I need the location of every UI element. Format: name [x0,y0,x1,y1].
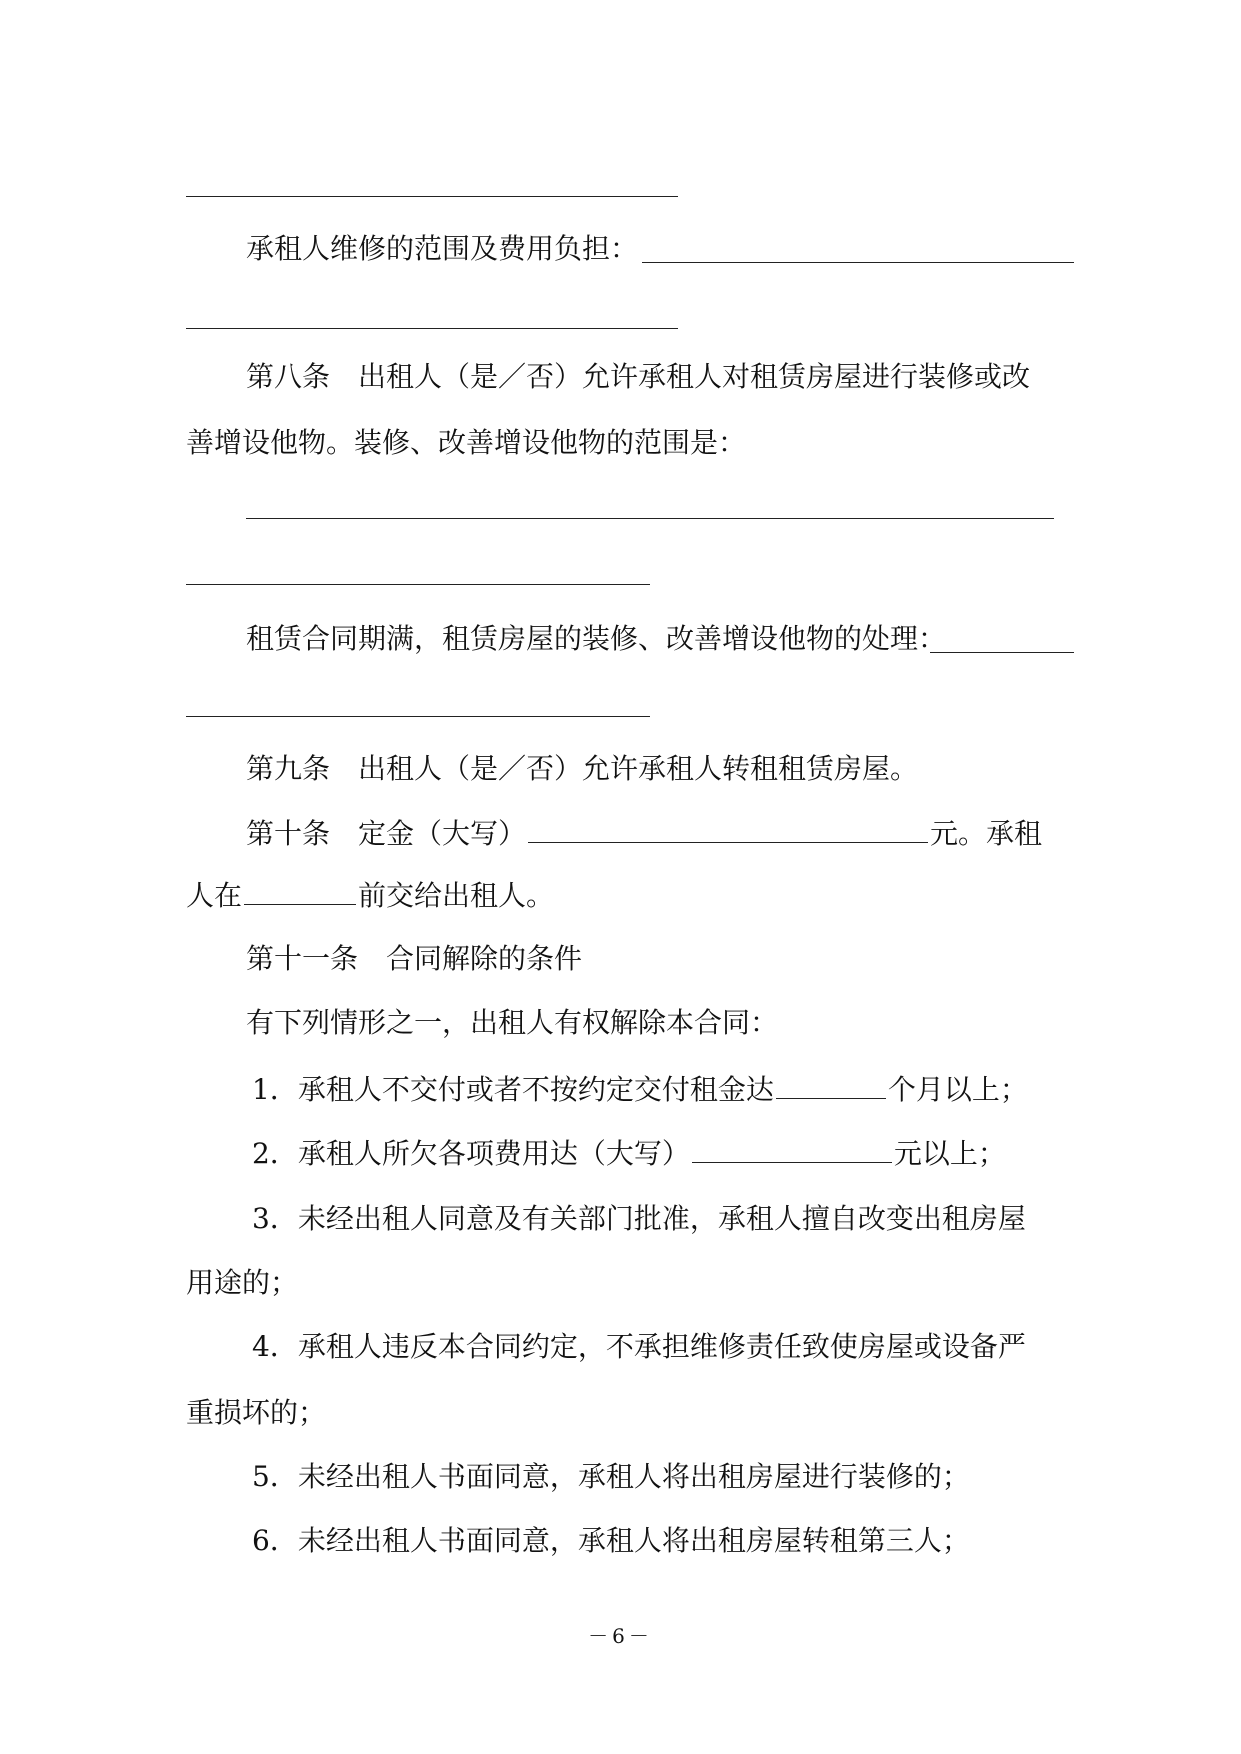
text: 重损坏的； [186,1396,327,1429]
text: 租赁合同期满，租赁房屋的装修、改善增设他物的处理： [246,622,947,655]
blank-line [246,518,1054,519]
text: 4．承租人违反本合同约定，不承担维修责任致使房屋或设备严 [252,1330,1026,1363]
article-9-heading: 第九条 出租人（是／否）允许承租人转租租赁房屋。 [246,752,919,785]
paragraph-line [246,816,1241,851]
text: 元。承租 [930,817,1043,850]
blank-line [186,584,650,585]
paragraph-line [186,1266,1241,1300]
list-item [252,1524,1241,1558]
page-number: －6－ [588,1624,653,1648]
text: 1．承租人不交付或者不按约定交付租金达 [252,1073,774,1106]
blank-line [930,652,1074,653]
blank-field [528,816,928,843]
list-item [252,1072,1241,1107]
blank-line [186,328,678,329]
blank-field [244,878,356,905]
blank-line [186,716,650,717]
article-8-heading: 第八条 出租人（是／否）允许承租人对租赁房屋进行装修或改 [246,360,1031,393]
list-item [252,1136,1241,1171]
text: 6．未经出租人书面同意，承租人将出租房屋转租第三人； [252,1524,970,1557]
paragraph-line [186,1396,1241,1430]
list-item [252,1460,1241,1494]
blank-field [692,1136,892,1163]
text: 用途的； [186,1266,299,1299]
text: 承租人维修的范围及费用负担： [246,232,639,265]
paragraph-line [246,752,1241,786]
blank-line [642,262,1074,263]
blank-line [186,196,678,197]
article-11-heading: 第十一条 合同解除的条件 [246,942,583,975]
text: 元以上； [893,1137,1006,1170]
paragraph-line [246,622,1241,656]
paragraph-line [246,232,1241,266]
list-item [252,1330,1241,1364]
paragraph-line [186,426,1241,460]
blank-field [776,1072,886,1099]
paragraph-line [246,360,1241,394]
text: 有下列情形之一，出租人有权解除本合同： [246,1006,779,1039]
text: 5．未经出租人书面同意，承租人将出租房屋进行装修的； [252,1460,970,1493]
text: 2．承租人所欠各项费用达（大写） [252,1137,690,1170]
text: 人在 [186,879,243,912]
paragraph-line [246,942,1241,976]
article-10-heading: 第十条 定金（大写） [246,817,527,850]
paragraph-line [246,1006,1241,1040]
text: 前交给出租人。 [358,879,555,912]
paragraph-line [186,878,1241,913]
list-item [252,1202,1241,1236]
text: 善增设他物。装修、改善增设他物的范围是： [186,426,747,459]
text: 个月以上； [887,1073,1028,1106]
text: 3．未经出租人同意及有关部门批准，承租人擅自改变出租房屋 [252,1202,1026,1235]
